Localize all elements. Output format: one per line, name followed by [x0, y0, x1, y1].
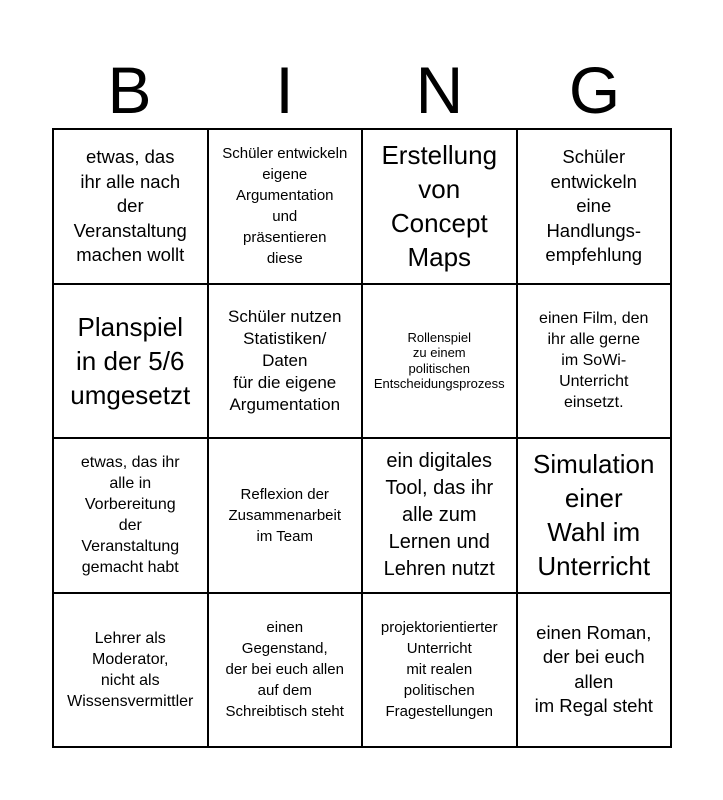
bingo-cell[interactable]: [53, 593, 208, 748]
bingo-cell[interactable]: [517, 284, 672, 439]
bingo-cell[interactable]: [362, 438, 517, 593]
bingo-cell[interactable]: [362, 129, 517, 284]
bingo-cell[interactable]: [53, 284, 208, 439]
bingo-cell[interactable]: [517, 129, 672, 284]
bingo-cell[interactable]: [208, 438, 363, 593]
bingo-cell-text: Schüler entwickeln eine Handlungs- empfehlung: [545, 146, 643, 265]
bingo-cell-text: etwas, das ihr alle nach der Veranstaltung machen wollt: [73, 146, 187, 265]
bingo-cell[interactable]: [53, 129, 208, 284]
bingo-cell[interactable]: [208, 284, 363, 439]
bingo-cell-text: ein digitales Tool, das ihr alle zum Lernen und Lehren nutzt: [383, 449, 495, 580]
bingo-cell[interactable]: [53, 438, 208, 593]
bingo-cell-text: Schüler nutzen Statistiken/ Daten für die eigene Argumentation: [228, 306, 342, 414]
bingo-cell-text: etwas, das ihr alle in Vorbereitung der Veranstaltung gemacht habt: [80, 454, 180, 577]
bingo-cell-text: Schüler entwickeln eigene Argumentation und präsentieren diese: [222, 145, 348, 268]
bingo-cell[interactable]: [208, 593, 363, 748]
header-letter-g: G: [568, 53, 621, 127]
bingo-cell-text: einen Film, den ihr alle gerne im SoWi- Unterricht einsetzt.: [539, 310, 649, 412]
bingo-cell-text: Reflexion der Zusammenarbeit im Team: [228, 485, 342, 545]
bingo-cell[interactable]: [362, 284, 517, 439]
bingo-cell-text: einen Gegenstand, der bei euch allen auf dem Schreibtisch steht: [225, 619, 344, 721]
bingo-cell-text: Simulation einer Wahl im Unterricht: [533, 449, 655, 582]
bingo-cell[interactable]: [517, 438, 672, 593]
bingo-cell-text: Lehrer als Moderator, nicht als Wissensvermittler: [67, 629, 194, 710]
bingo-header: [52, 52, 672, 128]
header-letter-b: B: [107, 53, 152, 127]
bingo-cell-text: einen Roman, der bei euch allen im Regal steht: [534, 621, 653, 717]
header-letter-n: N: [415, 53, 464, 127]
bingo-cell[interactable]: [362, 593, 517, 748]
bingo-cell-text: projektorientierter Unterricht mit realen politischen Fragestellungen: [380, 619, 498, 721]
header-letter-i: I: [275, 53, 294, 127]
bingo-cell-text: Erstellung von Concept Maps: [381, 140, 498, 273]
bingo-grid: [52, 128, 672, 748]
bingo-cell-text: Planspiel in der 5/6 umgesetzt: [70, 311, 191, 410]
bingo-cell-text: Rollenspiel zu einem politischen Entscheidungsprozess: [373, 329, 505, 392]
bingo-cell[interactable]: [517, 593, 672, 748]
bingo-cell[interactable]: [208, 129, 363, 284]
